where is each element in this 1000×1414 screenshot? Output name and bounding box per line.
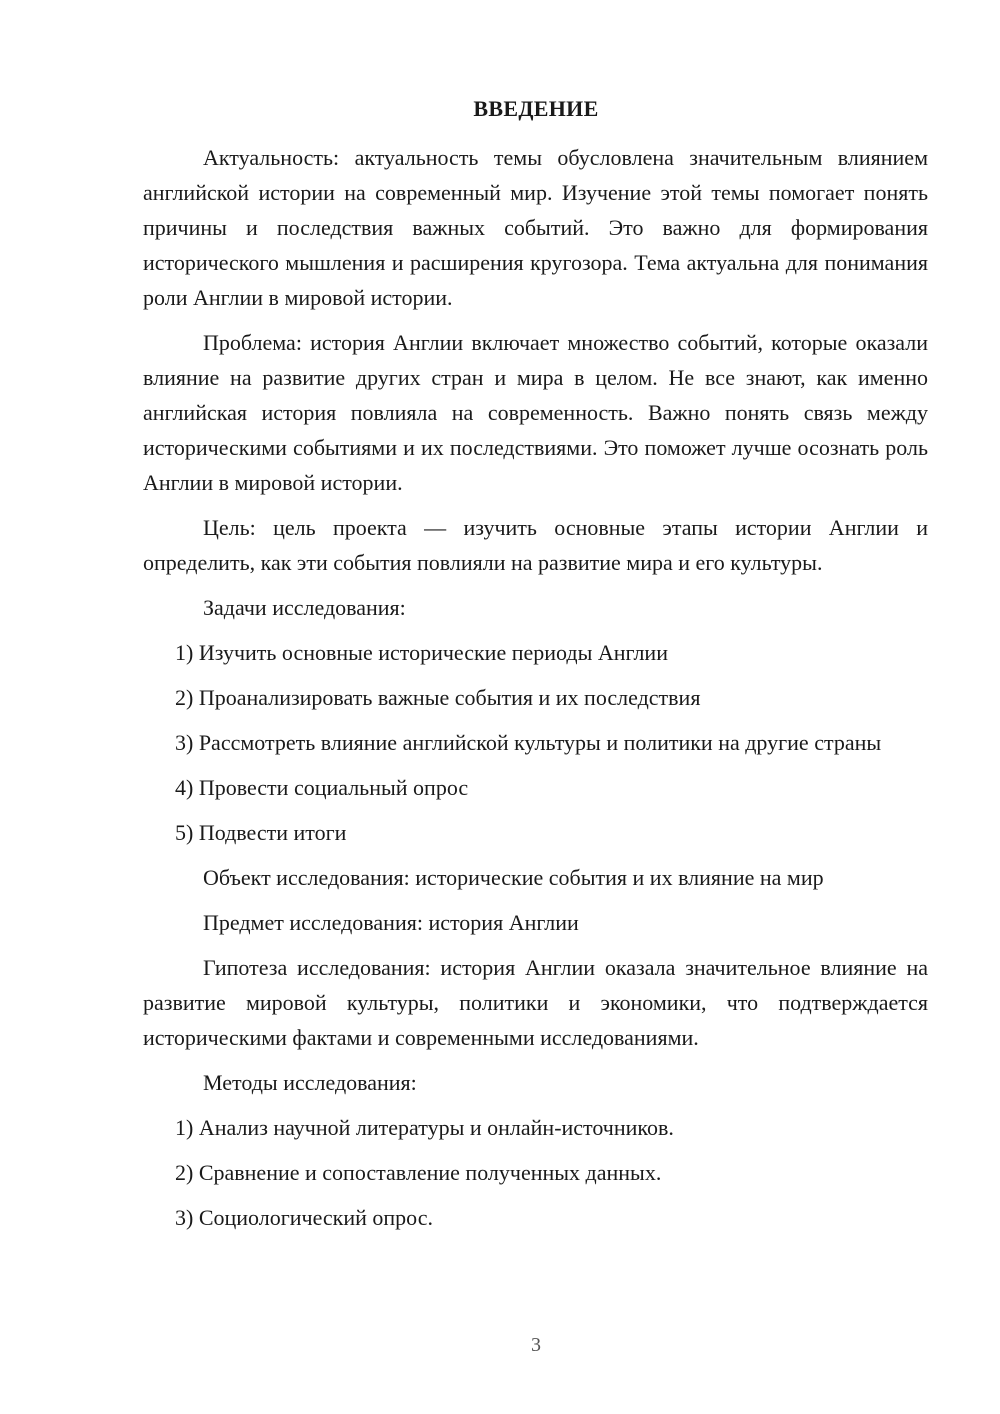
tasks-list [143,635,928,850]
problem-paragraph: Проблема: история Англии включает множество событий, которые оказали влияние на развитие других стран и мира в целом. Не все знают, как именно английская история повлияла на современность. Важно понять связь между историческими событиями и их последствиями. Это поможет лучше осознать роль Англии в мировой истории. [143,330,928,495]
task-item: 1) Изучить основные исторические периоды Англии [175,640,668,665]
task-item: 2) Проанализировать важные события и их последствия [175,685,701,710]
page-number: 3 [531,1334,541,1356]
document-body [143,140,928,1245]
task-item: 4) Провести социальный опрос [175,775,469,800]
method-item: 1) Анализ научной литературы и онлайн-источников. [175,1115,674,1140]
object-line: Объект исследования: исторические события и их влияние на мир [203,865,824,890]
page-title: ВВЕДЕНИЕ [473,96,599,121]
methods-label: Методы исследования: [203,1070,417,1095]
relevance-paragraph: Актуальность: актуальность темы обусловлена значительным влиянием английской истории на современный мир. Изучение этой темы помогает понять причины и последствия важных событий. Это важно для формирования исторического мышления и расширения кругозора. Тема актуальна для понимания роли Англии в мировой истории. [143,145,928,310]
methods-list [143,1110,928,1235]
subject-line: Предмет исследования: история Англии [203,910,579,935]
task-item: 3) Рассмотреть влияние английской культуры и политики на другие страны [175,730,882,755]
tasks-label: Задачи исследования: [203,595,406,620]
method-item: 3) Социологический опрос. [175,1205,433,1230]
method-item: 2) Сравнение и сопоставление полученных данных. [175,1160,662,1185]
goal-paragraph: Цель: цель проекта — изучить основные этапы истории Англии и определить, как эти события повлияли на развитие мира и его культуры. [143,515,928,575]
hypothesis-paragraph: Гипотеза исследования: история Англии оказала значительное влияние на развитие мировой культуры, политики и экономики, что подтверждается историческими фактами и современными исследованиями. [143,955,928,1050]
task-item: 5) Подвести итоги [175,820,347,845]
